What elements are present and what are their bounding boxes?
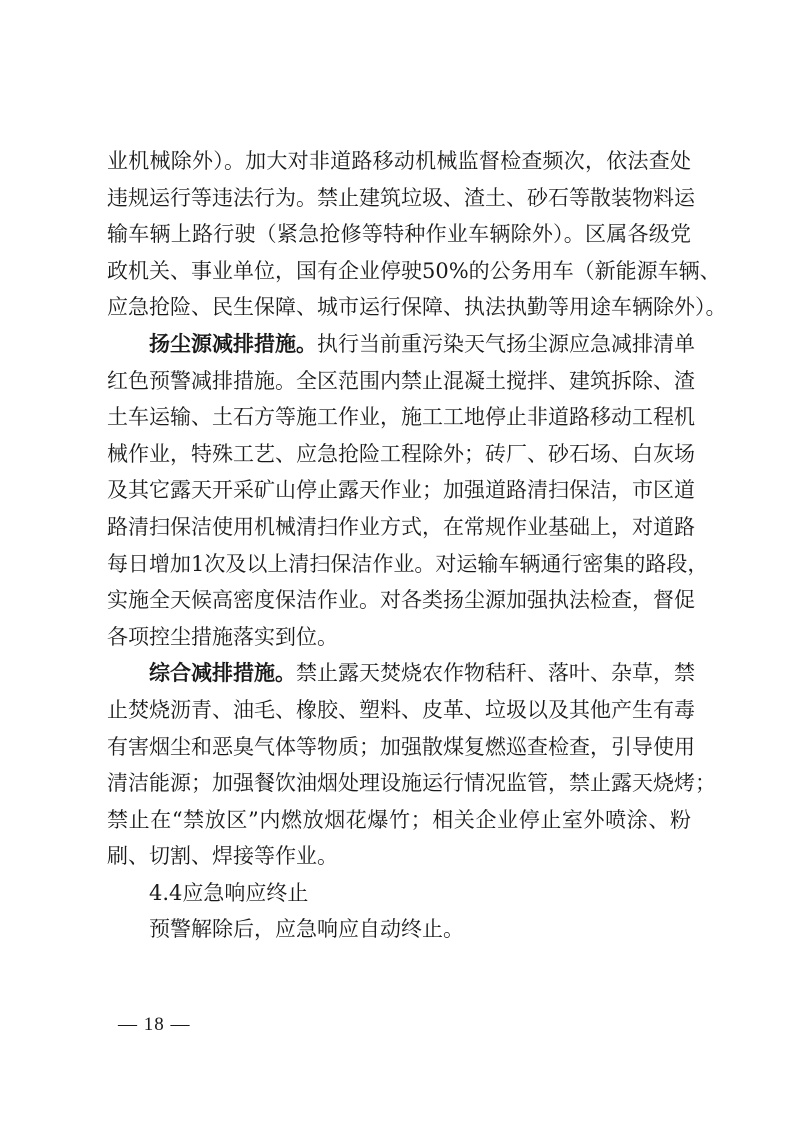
page-number: — 18 — [118,1014,191,1035]
text-line: 及其它露天开采矿山停止露天作业；加强道路清扫保洁，市区道 [107,478,695,503]
text-line: 每日增加1次及以上清扫保洁作业。对运输车辆通行密集的路段， [107,551,709,576]
document-body [107,143,727,948]
text-line [107,655,695,692]
text-line: 禁止在“禁放区”内燃放烟花爆竹；相关企业停止室外喷涂、粉 [107,807,691,832]
text-line: 实施全天候高密度保洁作业。对各类扬尘源加强执法检查，督促 [107,588,695,613]
text-line: 应急抢险、民生保障、城市运行保障、执法执勤等用途车辆除外）。 [107,295,727,320]
text-line: 路清扫保洁使用机械清扫作业方式，在常规作业基础上，对道路 [107,514,695,539]
text-span: 执行当前重污染天气扬尘源应急减排清单 [317,331,695,356]
paragraph-termination: 预警解除后，应急响应自动终止。 [149,917,464,942]
text-line: 违规运行等违法行为。禁止建筑垃圾、渣土、砂石等散装物料运 [107,185,695,210]
text-line: 政机关、事业单位，国有企业停驶50%的公务用车（新能源车辆、 [107,258,721,283]
text-span: 禁止露天焚烧农作物秸秆、落叶、杂草，禁 [296,661,695,686]
text-line: 清洁能源；加强餐饮油烟处理设施运行情况监管，禁止露天烧烤； [107,771,716,796]
text-line: 各项控尘措施落实到位。 [107,624,338,649]
text-line: 刷、切割、焊接等作业。 [107,844,338,869]
text-line: 输车辆上路行驶（紧急抢修等特种作业车辆除外）。区属各级党 [107,222,691,247]
paragraph-lead-comprehensive: 综合减排措施。 [149,660,296,686]
paragraph-vehicle-measures [107,143,727,326]
paragraph-lead-dust: 扬尘源减排措施。 [149,330,317,356]
text-line [107,326,695,363]
text-line: 止焚烧沥青、油毛、橡胶、塑料、皮革、垃圾以及其他产生有毒 [107,697,695,722]
text-line: 有害烟尘和恶臭气体等物质；加强散煤复燃巡查检查，引导使用 [107,734,695,759]
text-line: 械作业，特殊工艺、应急抢险工程除外；砖厂、砂石场、白灰场 [107,441,695,466]
paragraph-comprehensive-measures [107,655,716,875]
text-line: 土车运输、土石方等施工作业，施工工地停止非道路移动工程机 [107,405,695,430]
text-line: 业机械除外）。加大对非道路移动机械监督检查频次，依法查处 [107,149,691,173]
text-line: 红色预警减排措施。全区范围内禁止混凝土搅拌、建筑拆除、渣 [107,368,695,393]
section-heading: 4.4应急响应终止 [149,880,309,905]
paragraph-dust-measures [107,326,709,655]
